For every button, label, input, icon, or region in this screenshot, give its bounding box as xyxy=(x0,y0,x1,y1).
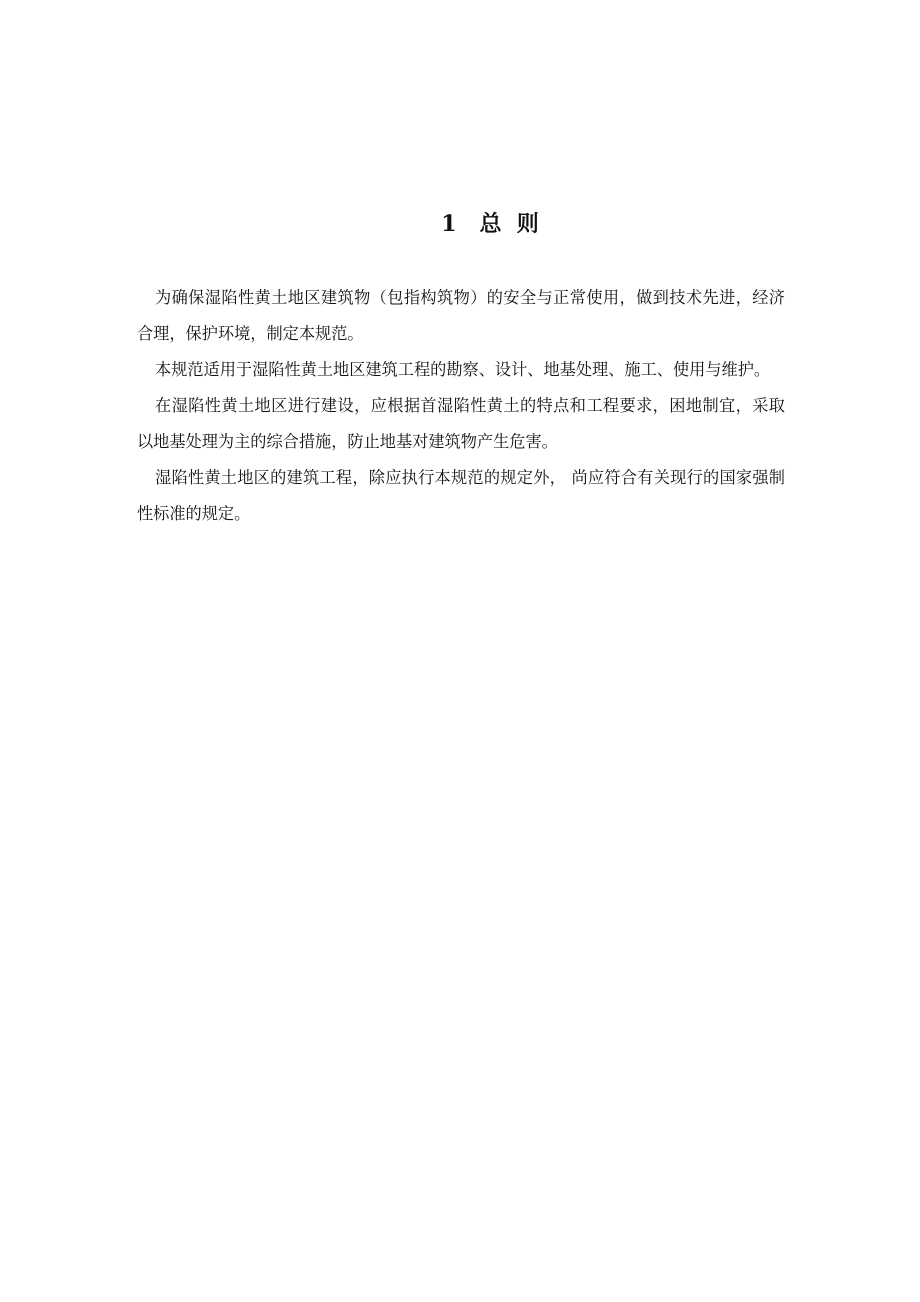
chapter-title: 1 总 则 xyxy=(441,211,539,237)
body-text xyxy=(137,280,785,532)
paragraph-4: 湿陷性黄土地区的建筑工程，除应执行本规范的规定外， 尚应符合有关现行的国家强制性标准的规定。 xyxy=(137,468,785,523)
paragraph-3: 在湿陷性黄土地区进行建设，应根据首湿陷性黄土的特点和工程要求，困地制宜，采取以地基处理为主的综合措施，防止地基对建筑物产生危害。 xyxy=(137,396,785,451)
paragraph-2: 本规范适用于湿陷性黄土地区建筑工程的勘察、设计、地基处理、施工、使用与维护。 xyxy=(155,360,771,379)
paragraph-1: 为确保湿陷性黄土地区建筑物（包指构筑物）的安全与正常使用，做到技术先进，经济合理，保护环境，制定本规范。 xyxy=(137,288,785,343)
